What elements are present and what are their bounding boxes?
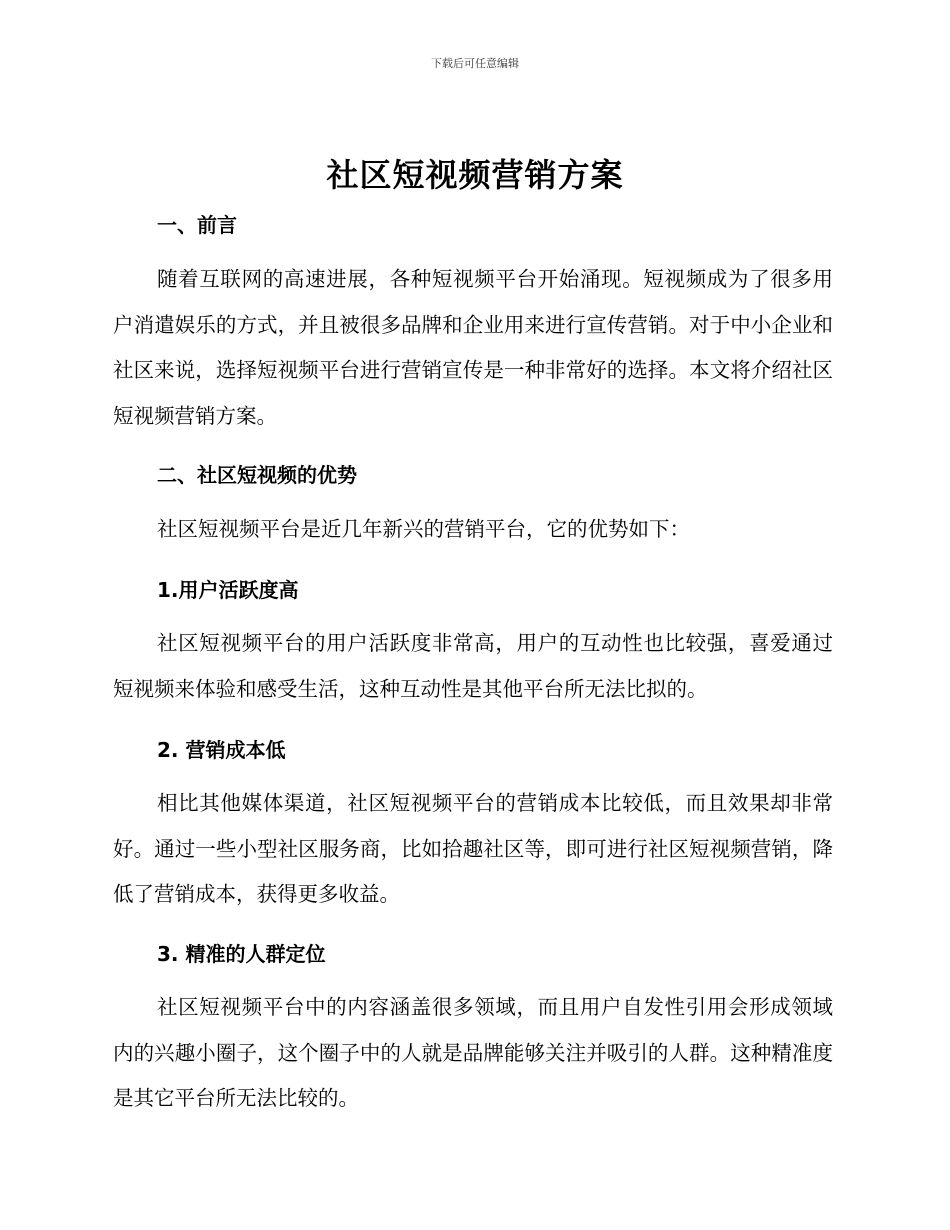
- paragraph-point-1: 社区短视频平台的用户活跃度非常高，用户的互动性也比较强，喜爱通过短视频来体验和感受生活，这种互动性是其他平台所无法比拟的。: [113, 631, 833, 701]
- paragraph-preface: 随着互联网的高速进展，各种短视频平台开始涌现。短视频成为了很多用户消遣娱乐的方式，并且被很多品牌和企业用来进行宣传营销。对于中小企业和社区来说，选择短视频平台进行营销宣传是一种非常好的选择。本文将介绍社区短视频营销方案。: [113, 267, 833, 428]
- paragraph-advantages-intro: 社区短视频平台是近几年新兴的营销平台，它的优势如下：: [157, 517, 690, 541]
- paragraph-point-2: 相比其他媒体渠道，社区短视频平台的营销成本比较低，而且效果却非常好。通过一些小型社区服务商，比如拾趣社区等，即可进行社区短视频营销，降低了营销成本，获得更多收益。: [113, 791, 833, 906]
- document-title: 社区短视频营销方案: [326, 156, 624, 194]
- subheading-point-2: 2. 营销成本低: [157, 738, 286, 762]
- section-heading-advantages: 二、社区短视频的优势: [157, 463, 357, 487]
- subheading-point-3: 3. 精准的人群定位: [157, 942, 326, 966]
- subheading-point-1: 1.用户活跃度高: [157, 578, 299, 602]
- paragraph-point-3: 社区短视频平台中的内容涵盖很多领域，而且用户自发性引用会形成领域内的兴趣小圈子，这个圈子中的人就是品牌能够关注并吸引的人群。这种精准度是其它平台所无法比较的。: [113, 995, 833, 1110]
- section-heading-preface: 一、前言: [157, 213, 237, 237]
- header-note: 下载后可任意编辑: [431, 57, 519, 70]
